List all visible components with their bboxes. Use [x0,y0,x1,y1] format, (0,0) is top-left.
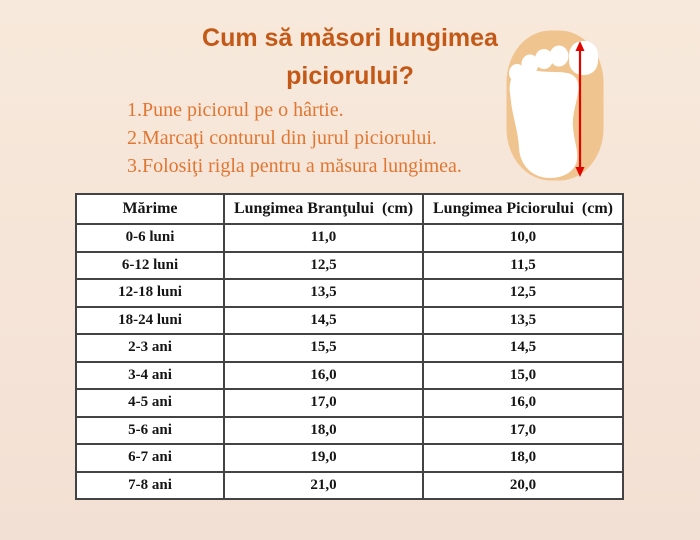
table-row [76,279,623,307]
instruction-list [127,96,527,180]
table-cell: 14,5 [224,307,423,335]
table-row [76,252,623,280]
table-cell: 13,5 [224,279,423,307]
table-header-cell: Mărime [76,194,224,224]
table-cell: 18-24 luni [76,307,224,335]
table-row [76,307,623,335]
table-row [76,224,623,252]
table-cell: 12,5 [224,252,423,280]
table-cell: 17,0 [423,417,623,445]
table-cell: 16,0 [423,389,623,417]
table-cell: 11,0 [224,224,423,252]
table-cell: 15,5 [224,334,423,362]
table-row [76,444,623,472]
foot-illustration-svg [505,29,605,183]
instruction-item: 1.Pune piciorul pe o hârtie. [127,99,344,121]
table-cell: 4-5 ani [76,389,224,417]
table-row [76,417,623,445]
page-title-line1: Cum să măsori lungimea [202,24,498,52]
table-cell: 11,5 [423,252,623,280]
table-row [76,389,623,417]
table-cell: 5-6 ani [76,417,224,445]
table-cell: 14,5 [423,334,623,362]
page-title-line2: piciorului? [286,62,414,90]
table-cell: 17,0 [224,389,423,417]
table-cell: 0-6 luni [76,224,224,252]
foot-big-toe [569,41,598,75]
table-header-row [76,194,623,224]
table-cell: 2-3 ani [76,334,224,362]
table-row [76,362,623,390]
table-header-cell: Lungimea Branţului (cm) [224,194,423,224]
table-cell: 21,0 [224,472,423,500]
table-cell: 12,5 [423,279,623,307]
table-cell: 7-8 ani [76,472,224,500]
size-table [75,193,624,500]
table-cell: 20,0 [423,472,623,500]
table-cell: 6-12 luni [76,252,224,280]
table-cell: 19,0 [224,444,423,472]
instruction-item: 3.Folosiţi rigla pentru a măsura lungimea. [127,155,462,177]
table-cell: 15,0 [423,362,623,390]
table-header-cell: Lungimea Piciorului (cm) [423,194,623,224]
table-cell: 16,0 [224,362,423,390]
table-cell: 12-18 luni [76,279,224,307]
table-row [76,472,623,500]
table-cell: 13,5 [423,307,623,335]
table-cell: 6-7 ani [76,444,224,472]
table-body [76,224,623,499]
table-cell: 18,0 [224,417,423,445]
instruction-item: 2.Marcaţi conturul din jurul piciorului. [127,127,437,149]
table-cell: 10,0 [423,224,623,252]
table-row [76,334,623,362]
table-cell: 3-4 ani [76,362,224,390]
table-cell: 18,0 [423,444,623,472]
foot-measure-illustration [505,29,605,183]
foot-toe [509,64,525,82]
